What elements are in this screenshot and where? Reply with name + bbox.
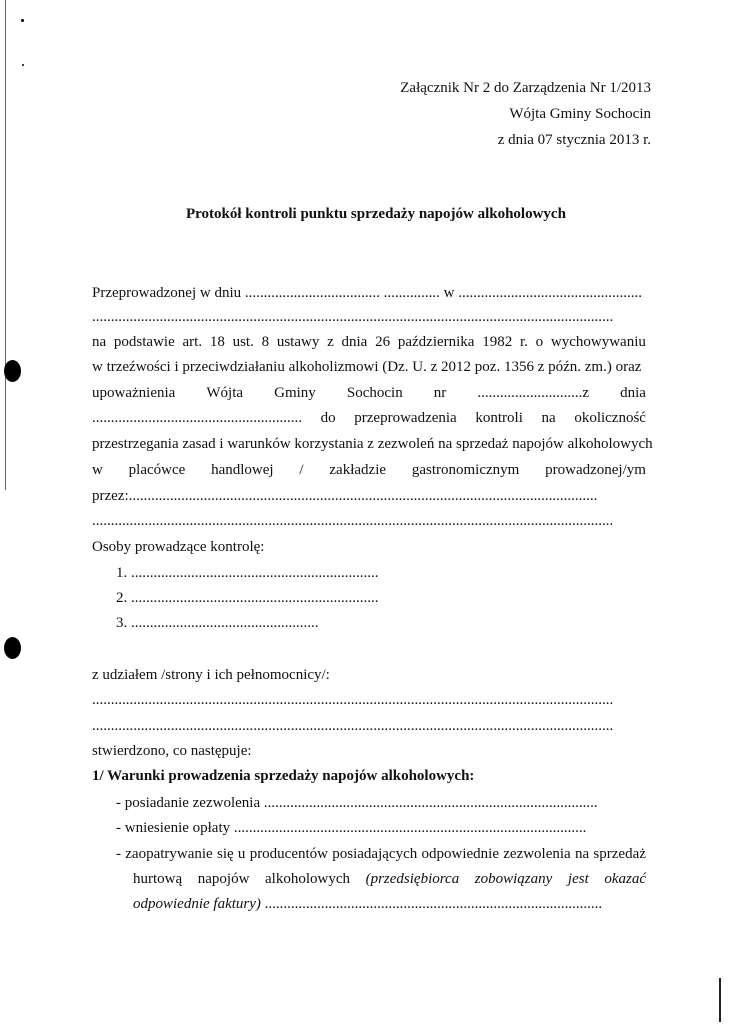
scan-speck <box>21 19 24 22</box>
item-supply-line-1: - zaopatrywanie się u producentów posiadających odpowiednie zezwolenia na sprzedaż <box>116 846 646 862</box>
punch-hole <box>4 360 21 382</box>
dotted-line: ........................................................................................................................................... <box>92 692 614 708</box>
scan-right-mark <box>719 978 721 1022</box>
annex-line-2: Wójta Gminy Sochocin <box>509 106 651 122</box>
punch-hole <box>4 637 21 659</box>
establishment-line: w placówce handlowej / zakładzie gastronomicznym prowadzonej/ym <box>92 462 646 478</box>
authorization-line: upoważnienia Wójta Gminy Sochocin nr ............................z dnia <box>92 385 646 401</box>
compliance-line: przestrzegania zasad i warunków korzystania z zezwoleń na sprzedaż napojów alkoholowych <box>92 436 653 452</box>
legal-basis-line-2: w trzeźwości i przeciwdziałaniu alkoholizmowi (Dz. U. z 2012 poz. 1356 z późn. zm.) oraz <box>92 359 642 375</box>
section-1-heading: 1/ Warunki prowadzenia sprzedaży napojów alkoholowych: <box>92 768 475 784</box>
item-fee: - wniesienie opłaty .............................................................................................. <box>116 820 587 836</box>
annex-line-3: z dnia 07 stycznia 2013 r. <box>497 132 651 148</box>
participation-label: z udziałem /strony i ich pełnomocnicy/: <box>92 667 330 683</box>
item-supply-line-2: hurtową napojów alkoholowych (przedsiębiorca zobowiązany jest okazać <box>133 871 646 887</box>
item-supply-line-3: odpowiednie faktury) .......................................................................................... <box>133 896 603 912</box>
legal-basis-line-1: na podstawie art. 18 ust. 8 ustawy z dnia 26 października 1982 r. o wychowywaniu <box>92 334 646 350</box>
dotted-line: ........................................................................................................................................... <box>92 513 614 529</box>
inspector-2: 2. .................................................................. <box>116 590 379 606</box>
annex-line-1: Załącznik Nr 2 do Zarządzenia Nr 1/2013 <box>400 80 651 96</box>
dotted-line: ........................................................................................................................................... <box>92 718 614 734</box>
dotted-line: ........................................................................................................................................... <box>92 309 614 325</box>
purpose-line: ........................................................ do przeprowadzenia kontroli na okoliczność <box>92 410 646 426</box>
date-place-line: Przeprowadzonej w dniu .................................... ............... w ................................................. <box>92 285 642 301</box>
operator-line: przez:............................................................................................................................. <box>92 488 598 504</box>
scan-speck <box>22 64 24 66</box>
item-permit: - posiadanie zezwolenia ......................................................................................... <box>116 795 598 811</box>
inspectors-label: Osoby prowadzące kontrolę: <box>92 539 265 555</box>
scan-left-edge <box>5 0 6 490</box>
inspector-1: 1. .................................................................. <box>116 565 379 581</box>
inspector-3: 3. .................................................. <box>116 615 319 631</box>
findings-label: stwierdzono, co następuje: <box>92 743 252 759</box>
document-title: Protokół kontroli punktu sprzedaży napojów alkoholowych <box>186 206 566 222</box>
